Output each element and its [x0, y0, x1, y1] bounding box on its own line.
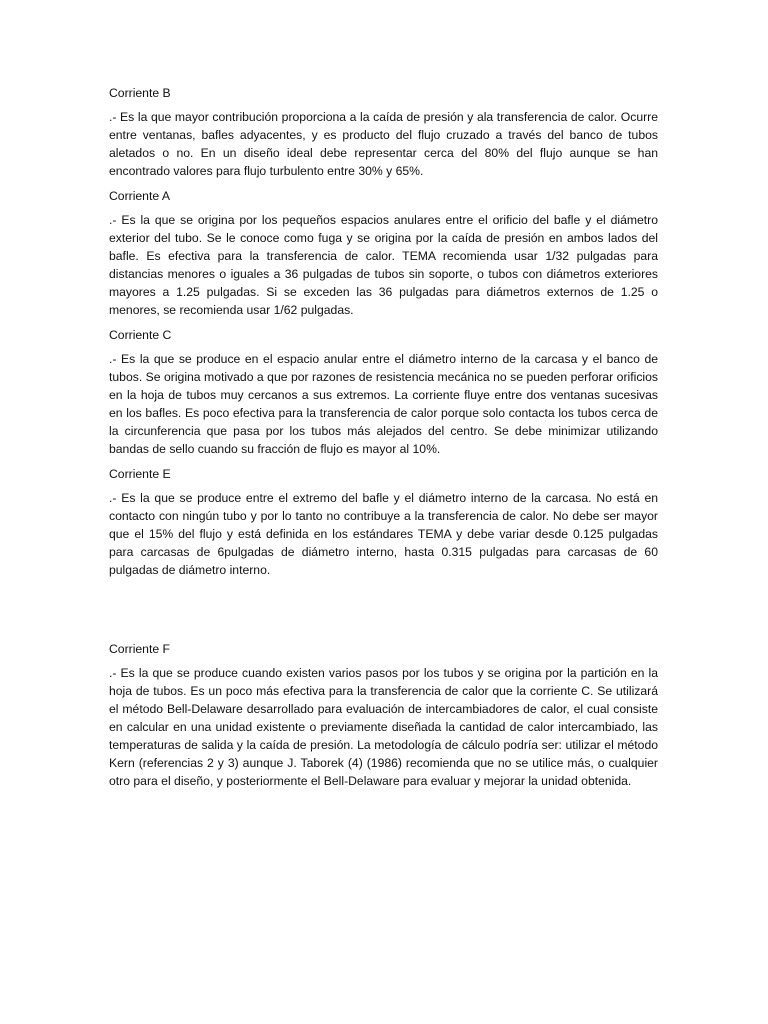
section-corriente-e — [109, 465, 658, 579]
section-paragraph: .- Es la que se produce en el espacio anular entre el diámetro interno de la carcasa y el banco de tubos. Se origina motivado a que por razones de resistencia mecánica no se pueden perforar orificios en la hoja de tubos muy cercanos a sus extremos. La corriente fluye entre dos ventanas sucesivas en los bafles. Es poco efectiva para la transferencia de calor porque solo contacta los tubos cerca de la circunferencia que pasa por los tubos más alejados del centro. Se debe minimizar utilizando bandas de sello cuando su fracción de flujo es mayor al 10%. — [109, 352, 658, 456]
section-heading: Corriente F — [109, 642, 170, 656]
document-page — [109, 84, 658, 797]
blank-spacer — [109, 586, 658, 640]
section-paragraph: .- Es la que se produce entre el extremo del bafle y el diámetro interno de la carcasa. No está en contacto con ningún tubo y por lo tanto no contribuye a la transferencia de calor. No debe ser mayor que el 15% del flujo y está definida en los estándares TEMA y debe variar desde 0.125 pulgadas para carcasas de 6pulgadas de diámetro interno, hasta 0.315 pulgadas para carcasas de 60 pulgadas de diámetro interno. — [109, 491, 658, 577]
section-heading: Corriente A — [109, 189, 170, 203]
section-paragraph: .- Es la que mayor contribución proporciona a la caída de presión y ala transferencia de calor. Ocurre entre ventanas, bafles adyacentes, y es producto del flujo cruzado a través del banco de tubos aletados o no. En un diseño ideal debe representar cerca del 80% del flujo aunque se han encontrado valores para flujo turbulento entre 30% y 65%. — [109, 110, 658, 178]
section-heading: Corriente E — [109, 467, 171, 481]
section-corriente-a — [109, 187, 658, 319]
section-corriente-c — [109, 326, 658, 458]
section-corriente-b — [109, 84, 658, 180]
section-corriente-f — [109, 640, 658, 790]
section-heading: Corriente C — [109, 328, 172, 342]
section-paragraph: .- Es la que se produce cuando existen varios pasos por los tubos y se origina por la partición en la hoja de tubos. Es un poco más efectiva para la transferencia de calor que la corriente C. Se utilizará el método Bell-Delaware desarrollado para evaluación de intercambiadores de calor, el cual consiste en calcular en una unidad existente o previamente diseñada la cantidad de calor intercambiado, las temperaturas de salida y la caída de presión. La metodología de cálculo podría ser: utilizar el método Kern (referencias 2 y 3) aunque J. Taborek (4) (1986) recomienda que no se utilice más, o cualquier otro para el diseño, y posteriormente el Bell-Delaware para evaluar y mejorar la unidad obtenida. — [109, 666, 658, 788]
section-heading: Corriente B — [109, 86, 171, 100]
section-paragraph: .- Es la que se origina por los pequeños espacios anulares entre el orificio del bafle y el diámetro exterior del tubo. Se le conoce como fuga y se origina por la caída de presión en ambos lados del bafle. Es efectiva para la transferencia de calor. TEMA recomienda usar 1/32 pulgadas para distancias menores o iguales a 36 pulgadas de tubos sin soporte, o tubos con diámetros exteriores mayores a 1.25 pulgadas. Si se exceden las 36 pulgadas para diámetros externos de 1.25 o menores, se recomienda usar 1/62 pulgadas. — [109, 213, 658, 317]
